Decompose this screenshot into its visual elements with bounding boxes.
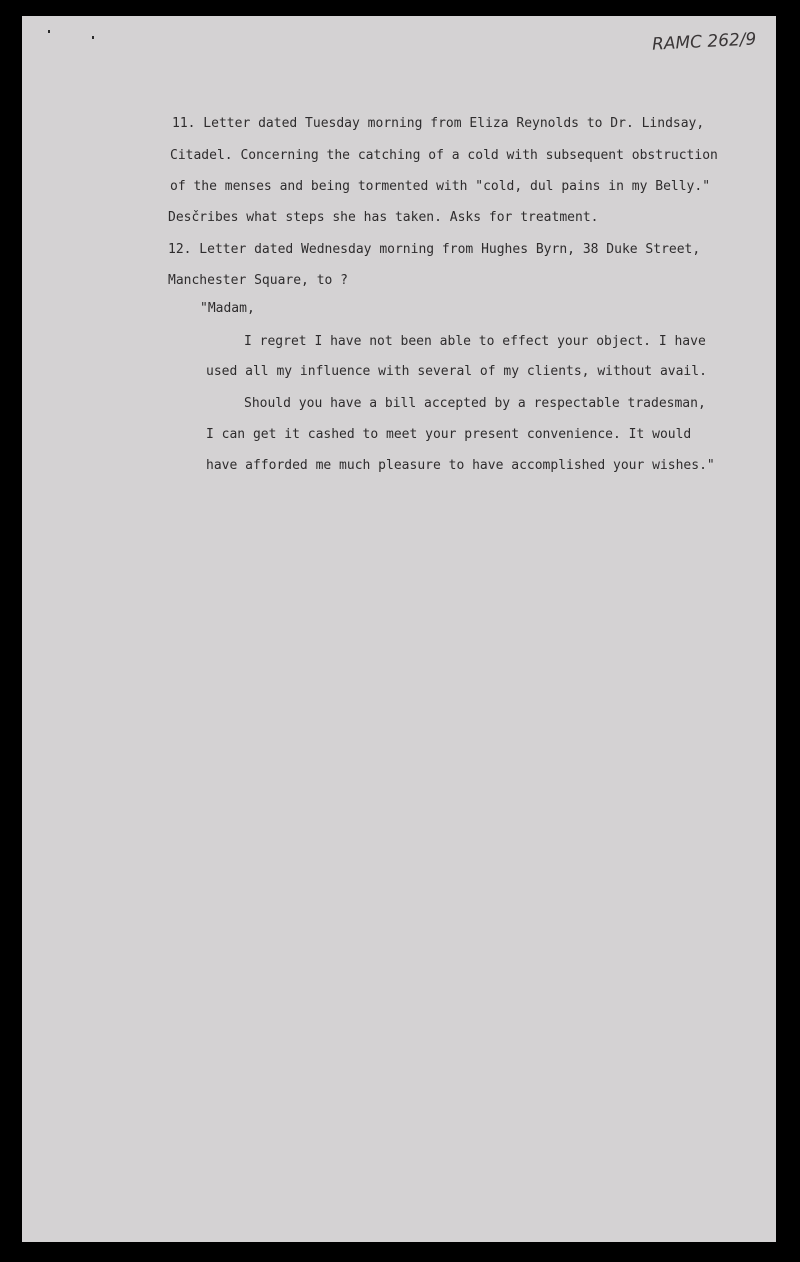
paper-speck <box>92 36 94 39</box>
letter-salutation: "Madam, <box>200 301 255 316</box>
letter-line-5: have afforded me much pleasure to have accomplished your wishes." <box>206 458 715 473</box>
letter-line-1: I regret I have not been able to effect your object. I have <box>244 334 706 349</box>
entry-12-line-1: 12. Letter dated Wednesday morning from Hughes Byrn, 38 Duke Street, <box>168 242 701 257</box>
archive-reference: RAMC 262/9 <box>651 29 757 55</box>
entry-11-line-4: Desčribes what steps she has taken. Asks for treatment. <box>168 210 599 225</box>
letter-line-4: I can get it cashed to meet your present convenience. It would <box>206 427 692 442</box>
entry-11-line-1: 11. Letter dated Tuesday morning from Eliza Reynolds to Dr. Lindsay, <box>172 116 705 131</box>
document-page <box>22 16 776 1242</box>
entry-12-line-2: Manchester Square, to ? <box>168 273 349 288</box>
letter-line-2: used all my influence with several of my clients, without avail. <box>206 364 707 379</box>
paper-speck <box>48 30 50 33</box>
entry-11-line-2: Citadel. Concerning the catching of a cold with subsequent obstruction <box>170 148 718 163</box>
letter-line-3: Should you have a bill accepted by a respectable tradesman, <box>244 396 706 411</box>
entry-11-line-3: of the menses and being tormented with "cold, dul pains in my Belly." <box>170 179 711 194</box>
